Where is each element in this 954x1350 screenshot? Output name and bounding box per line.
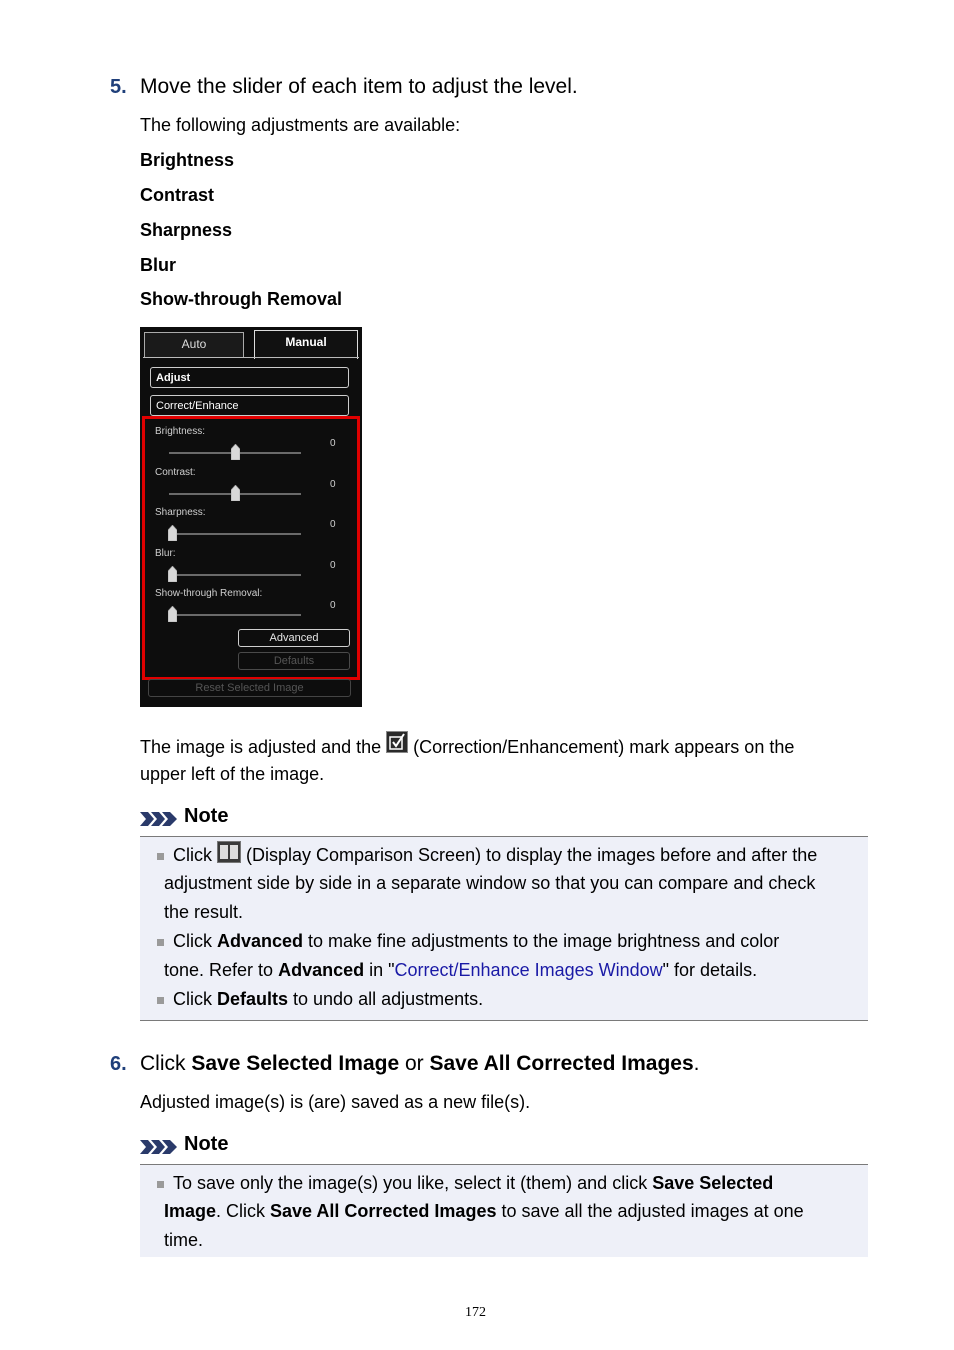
reset-selected-image-button[interactable]: Reset Selected Image (148, 679, 351, 697)
note-1-b2-l2-text-b: in " (364, 960, 395, 980)
after-image-line-2: upper left of the image. (140, 764, 325, 784)
note-1-bullet-1-line-2: adjustment side by side in a separate window so that you can compare and check (164, 873, 816, 893)
note-arrow-icon (140, 1138, 180, 1156)
note-1-bullet-1-line-1 (157, 841, 817, 870)
slider-label: Sharpness: (155, 507, 206, 518)
note-1-b2-text-a: Click (173, 931, 217, 951)
note-1-b1-text-b: (Display Comparison Screen) to display the images before and after the (241, 845, 818, 865)
note-1-b2-text-b: to make fine adjustments to the image brightness and color (303, 931, 780, 951)
slider-thumb[interactable] (168, 566, 177, 582)
note-1-bullet-1-line-3: the result. (164, 902, 244, 922)
slider-value: 0 (330, 559, 336, 571)
slider-label: Contrast: (155, 466, 196, 478)
note-2-l2-bold-2: Save All Corrected Images (270, 1201, 497, 1221)
note-1-bullet-3 (157, 985, 483, 1014)
step-6-description: Adjusted image(s) is (are) saved as a new file(s). (140, 1092, 531, 1112)
after-image-text-b: (Correction/Enhancement) mark appears on the (408, 737, 795, 757)
note-2-l2-bold-1: Image (164, 1201, 217, 1221)
step-6-title-b: or (399, 1052, 430, 1075)
note-1-bullet-2-line-2 (164, 956, 757, 985)
note-2-line-3: time. (164, 1230, 204, 1250)
slider-label: Show-through Removal: (155, 588, 263, 599)
after-image-line-1 (140, 731, 794, 762)
slider-thumb[interactable] (168, 606, 177, 622)
item-blur: Blur (140, 255, 176, 275)
note-1-heading: Note (184, 805, 229, 827)
note-1-b3-bold: Defaults (217, 989, 289, 1009)
note-2-l1-text: To save only the image(s) you like, select it (them) and click (173, 1173, 653, 1193)
tab-divider (143, 357, 359, 358)
step-6-title-a: Click (140, 1052, 192, 1075)
adjust-panel-screenshot (140, 327, 362, 707)
note-2-line-2 (164, 1197, 804, 1226)
slider-value: 0 (330, 438, 336, 449)
note-2-l2-text-b: to save all the adjusted images at one (496, 1201, 804, 1221)
step-5-number: 5. (110, 76, 127, 98)
note-1-b3-text-a: Click (173, 989, 217, 1009)
note-2-heading: Note (184, 1133, 229, 1155)
bullet (157, 939, 164, 946)
slider-track[interactable] (169, 574, 301, 576)
tab-manual[interactable]: Manual (254, 330, 358, 359)
slider-thumb[interactable] (231, 444, 240, 460)
slider-value: 0 (330, 478, 336, 490)
step-6-title-bold-2: Save All Corrected Images (429, 1052, 694, 1075)
slider-label: Blur: (155, 547, 176, 559)
bullet (157, 1181, 164, 1188)
step-6-title-c: . (693, 1052, 700, 1075)
slider-thumb[interactable] (168, 525, 177, 541)
bullet (157, 853, 164, 860)
note-2-l2-text-a: . Click (216, 1201, 271, 1221)
note-1-bullet-2-line-1 (157, 927, 779, 956)
item-show-through-removal: Show-through Removal (140, 289, 342, 309)
slider-track[interactable] (169, 614, 301, 616)
slider-thumb[interactable] (231, 485, 240, 501)
note-1-bottom-rule (140, 1020, 868, 1021)
correction-enhancement-mark-icon (386, 731, 408, 753)
adjust-button[interactable]: Adjust (150, 367, 349, 388)
slider-label: Brightness: (155, 426, 206, 437)
step-5-title: Move the slider of each item to adjust the level. (140, 75, 578, 98)
step-6-number: 6. (110, 1053, 127, 1075)
bullet (157, 997, 164, 1004)
correct-enhance-button[interactable]: Correct/Enhance (150, 395, 349, 416)
note-2-line-1 (157, 1169, 773, 1198)
note-1-b2-l2-text-a: tone. Refer to (164, 960, 279, 980)
note-2-l1-bold: Save Selected (652, 1173, 774, 1193)
step-6-title-bold-1: Save Selected Image (191, 1052, 400, 1075)
item-brightness: Brightness (140, 150, 235, 170)
note-1-b2-l2-bold: Advanced (278, 960, 365, 980)
step-6-title (140, 1052, 700, 1076)
slider-value: 0 (330, 600, 336, 611)
item-contrast: Contrast (140, 185, 215, 205)
note-1-b2-bold: Advanced (217, 931, 304, 951)
page-number: 172 (465, 1305, 486, 1320)
slider-track[interactable] (169, 533, 301, 535)
note-1-b2-l2-text-c: " for details. (662, 960, 758, 980)
display-comparison-screen-icon (217, 841, 241, 863)
advanced-button[interactable]: Advanced (238, 629, 350, 647)
correct-enhance-images-window-link[interactable]: Correct/Enhance Images Window (394, 960, 663, 980)
item-sharpness: Sharpness (140, 220, 233, 240)
step-5-intro: The following adjustments are available: (140, 115, 461, 135)
note-arrow-icon (140, 810, 180, 828)
slider-value: 0 (330, 519, 336, 530)
note-1-b3-text-b: to undo all adjustments. (288, 989, 484, 1009)
note-1-b1-text-a: Click (173, 845, 217, 865)
tab-auto[interactable]: Auto (144, 332, 244, 357)
after-image-text-a: The image is adjusted and the (140, 737, 387, 757)
defaults-button[interactable]: Defaults (238, 652, 350, 670)
